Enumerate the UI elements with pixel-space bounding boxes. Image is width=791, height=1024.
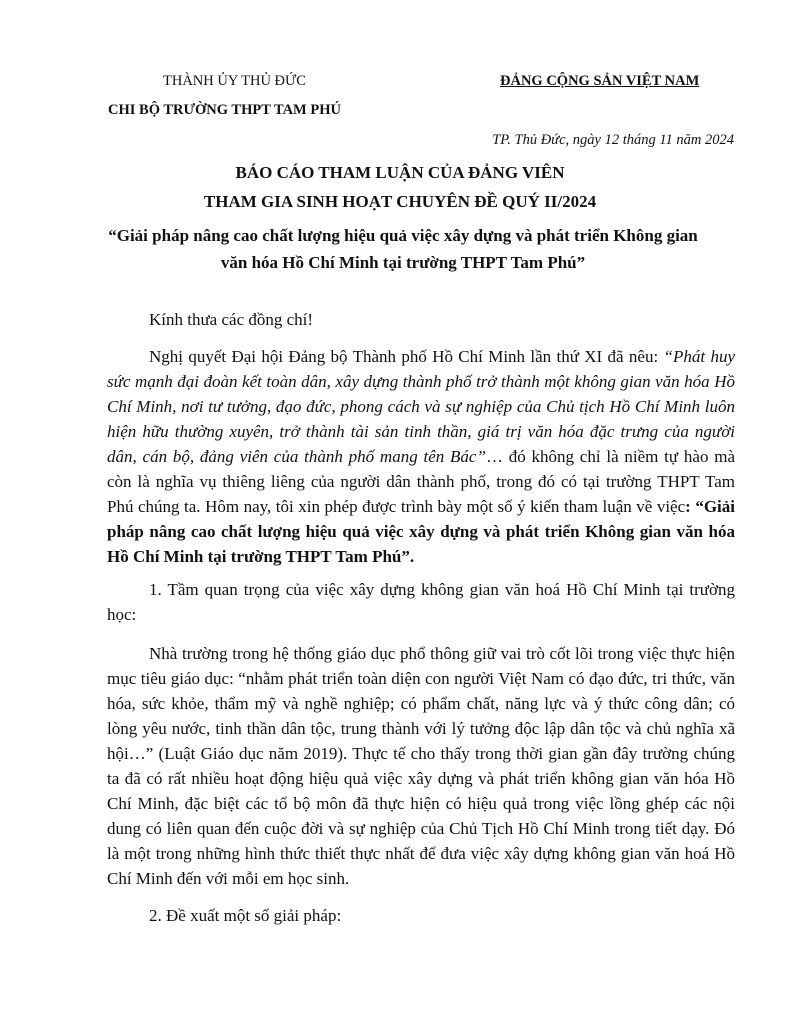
report-topic: “Giải pháp nâng cao chất lượng hiệu quả việc xây dựng và phát triển Không gian văn hóa Hồ Chí Minh tại trường THPT Tam Phú” [108, 226, 698, 272]
section-heading-2: 2. Đề xuất một số giải pháp: [149, 906, 342, 925]
report-subtitle-line: THAM GIA SINH HOẠT CHUYÊN ĐỀ QUÝ II/2024 [203, 192, 597, 211]
paragraph-importance: Nhà trường trong hệ thống giáo dục phổ thông giữ vai trò cốt lõi trong việc thực hiện mục tiêu giáo dục: “nhằm phát triển toàn diện con người Việt Nam có đạo đức, tri thức, văn hóa, sức khỏe, thẩm mỹ và nghề nghiệp; có phẩm chất, năng lực và ý thức công dân; có lòng yêu nước, tinh thần dân tộc, trung thành với lý tưởng độc lập dân tộc và chủ nghĩa xã hội…” (Luật Giáo dục năm 2019). Thực tế cho thấy trong thời gian gần đây trường chúng ta đã có rất nhiều hoạt động hiệu quả việc xây dựng và phát triển không gian văn hóa Hồ Chí Minh, đặc biệt các tổ bộ môn đã thực hiện có hiệu quả trong việc lồng ghép các nội dung có liên quan đến cuộc đời và sự nghiệp của Chủ Tịch Hồ Chí Minh trong tiết dạy. Đó là một trong những hình thức thiết thực nhất để đưa việc xây dựng không gian văn hoá Hồ Chí Minh đến với mỗi em học sinh. [107, 644, 735, 888]
report-title: BÁO CÁO THAM LUẬN CỦA ĐẢNG VIÊN [235, 163, 565, 182]
document-date: TP. Thủ Đức, ngày 12 tháng 11 năm 2024 [492, 132, 734, 148]
issuing-authority: THÀNH ỦY THỦ ĐỨC [163, 73, 306, 89]
paragraph-intro-lead: Nghị quyết Đại hội Đảng bộ Thành phố Hồ Chí Minh lần thứ XI đã nêu: [149, 347, 664, 366]
paragraph-intro-middle: … đó không chỉ là niềm tự hào mà còn là nghĩa vụ thiêng liêng của người dân thành phố, trong đó có tại trường THPT Tam Phú chúng ta. Hôm nay, tôi xin phép được trình bày một số ý kiến tham luận về việc [107, 447, 736, 516]
issuing-unit: CHI BỘ TRƯỜNG THPT TAM PHÚ [108, 102, 341, 118]
greeting: Kính thưa các đồng chí! [149, 310, 314, 329]
report-body [107, 307, 735, 928]
party-name: ĐẢNG CỘNG SẢN VIỆT NAM [500, 73, 700, 89]
section-heading-1: 1. Tầm quan trọng của việc xây dựng không gian văn hoá Hồ Chí Minh tại trường học: [107, 580, 735, 624]
resolution-quote: “Phát huy sức mạnh đại đoàn kết toàn dân, xây dựng thành phố trở thành một không gian văn hóa Hồ Chí Minh, nơi tư tưởng, đạo đức, phong cách và sự nghiệp của Chủ tịch Hồ Chí Minh luôn hiện hữu thường xuyên, trở thành tài sản tinh thần, giá trị văn hóa đặc trưng của người dân, cán bộ, đảng viên của thành phố mang tên Bác” [107, 347, 735, 466]
paragraph-intro-topic: : “Giải pháp nâng cao chất lượng hiệu quả việc xây dựng và phát triển Không gian văn hóa Hồ Chí Minh tại trường THPT Tam Phú”. [107, 497, 735, 566]
paragraph-intro [107, 344, 735, 569]
